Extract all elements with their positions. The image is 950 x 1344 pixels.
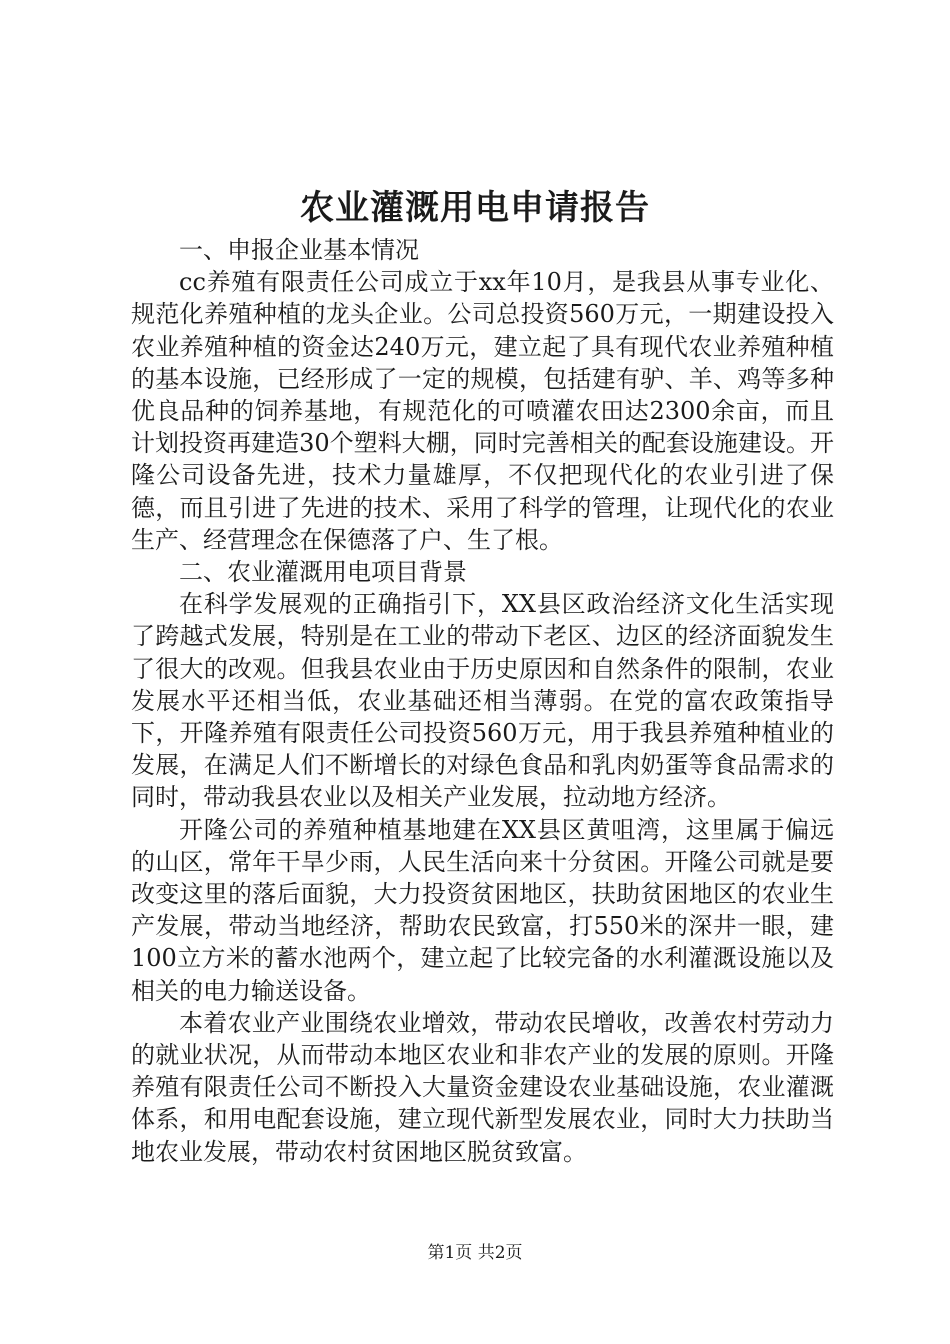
body-paragraph: 在科学发展观的正确指引下，XX县区政治经济文化生活实现了跨越式发展，特别是在工业的带动下老区、边区的经济面貌发生了很大的改观。但我县农业由于历史原因和自然条件的限制，农业发展水平还相当低，农业基础还相当薄弱。在党的富农政策指导下，开隆养殖有限责任公司投资560万元，用于我县养殖种植业的发展，在满足人们不断增长的对绿色食品和乳肉奶蛋等食品需求的同时，带动我县农业以及相关产业发展，拉动地方经济。 bbox=[131, 590, 834, 812]
section-heading: 二、农业灌溉用电项目背景 bbox=[179, 558, 467, 587]
page-footer: 第1页 共2页 bbox=[427, 1243, 523, 1263]
body-paragraph: 开隆公司的养殖种植基地建在XX县区黄咀湾，这里属于偏远的山区，常年干旱少雨，人民生活向来十分贫困。开隆公司就是要改变这里的落后面貌，大力投资贫困地区，扶助贫困地区的农业生产发展，带动当地经济，帮助农民致富，打550米的深井一眼，建100立方米的蓄水池两个，建立起了比较完备的水利灌溉设施以及相关的电力输送设备。 bbox=[131, 815, 834, 1005]
body-paragraph: cc养殖有限责任公司成立于xx年10月，是我县从事专业化、规范化养殖种植的龙头企业。公司总投资560万元，一期建设投入农业养殖种植的资金达240万元，建立起了具有现代农业养殖种植的基本设施，已经形成了一定的规模，包括建有驴、羊、鸡等多种优良品种的饲养基地，有规范化的可喷灌农田达2300余亩，而且计划投资再建造30个塑料大棚，同时完善相关的配套设施建设。开隆公司设备先进，技术力量雄厚，不仅把现代化的农业引进了保德，而且引进了先进的技术、采用了科学的管理，让现代化的农业生产、经营理念在保德落了户、生了根。 bbox=[131, 268, 834, 554]
document-title: 农业灌溉用电申请报告 bbox=[300, 188, 650, 228]
document-body bbox=[131, 234, 834, 1168]
body-paragraph: 本着农业产业围绕农业增效，带动农民增收，改善农村劳动力的就业状况，从而带动本地区农业和非农产业的发展的原则。开隆养殖有限责任公司不断投入大量资金建设农业基础设施，农业灌溉体系，和用电配套设施，建立现代新型发展农业，同时大力扶助当地农业发展，带动农村贫困地区脱贫致富。 bbox=[131, 1008, 834, 1166]
section-heading: 一、申报企业基本情况 bbox=[179, 236, 419, 264]
